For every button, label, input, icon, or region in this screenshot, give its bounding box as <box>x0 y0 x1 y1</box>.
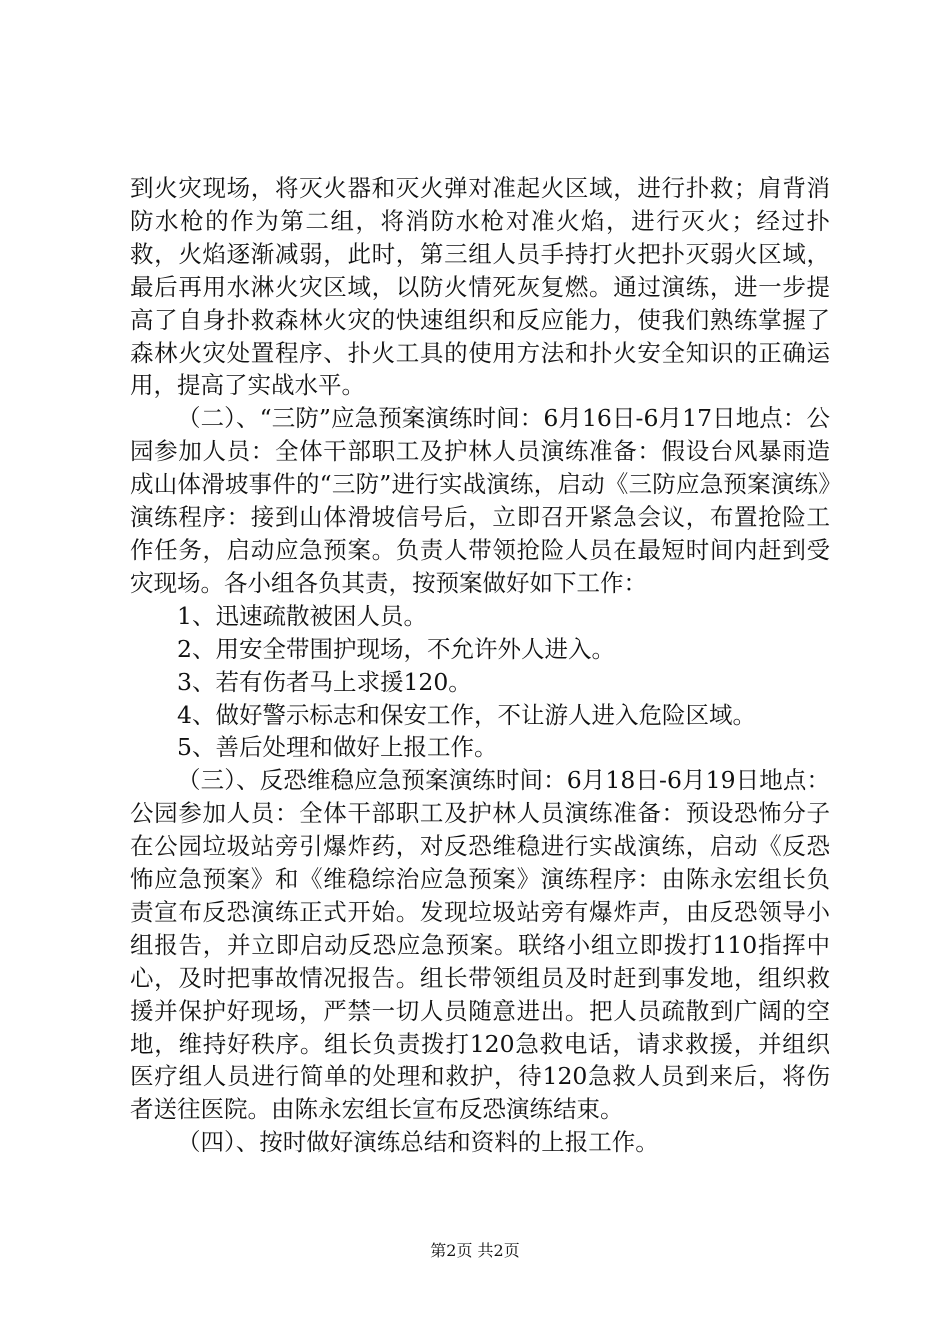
paragraph-summary-report: （四）、按时做好演练总结和资料的上报工作。 <box>177 1128 659 1157</box>
list-item: 1、迅速疏散被困人员。 <box>177 601 427 630</box>
list-item: 2、用安全带围护现场，不允许外人进入。 <box>177 634 615 663</box>
page-number: 第2页 共2页 <box>430 1241 520 1260</box>
list-item: 4、做好警示标志和保安工作，不让游人进入危险区域。 <box>177 700 756 729</box>
document-body <box>130 172 830 1159</box>
list-item: 5、善后处理和做好上报工作。 <box>177 733 498 762</box>
list-item: 3、若有伤者马上求援120。 <box>177 667 472 696</box>
paragraph-anti-terror-drill: （三）、反恐维稳应急预案演练时间：6月18日-6月19日地点：公园参加人员：全体干部职工及护林人员演练准备：预设恐怖分子在公园垃圾站旁引爆炸药，对反恐维稳进行实战演练，启动《反恐怖应急预案》和《维稳综治应急预案》演练程序：由陈永宏组长负责宣布反恐演练正式开始。发现垃圾站旁有爆炸声，由反恐领导小组报告，并立即启动反恐应急预案。联络小组立即拨打110指挥中心，及时把事故情况报告。组长带领组员及时赶到事发地，组织救援并保护好现场，严禁一切人员随意进出。把人员疏散到广阔的空地，维持好秩序。组长负责拨打120急救电话，请求救援，并组织医疗组人员进行简单的处理和救护，待120急救人员到来后，将伤者送往医院。由陈永宏组长宣布反恐演练结束。 <box>130 766 830 1124</box>
paragraph-fire-drill-result: 到火灾现场，将灭火器和灭火弹对准起火区域，进行扑救；肩背消防水枪的作为第二组，将消防水枪对准火焰，进行灭火；经过扑救，火焰逐渐减弱，此时，第三组人员手持打火把扑灭弱火区域，最后再用水淋火灾区域，以防火情死灰复燃。通过演练，进一步提高了自身扑救森林火灾的快速组织和反应能力，使我们熟练掌握了森林火灾处置程序、扑火工具的使用方法和扑火安全知识的正确运用，提高了实战水平。 <box>130 174 830 400</box>
paragraph-three-defense-drill: （二）、“三防”应急预案演练时间：6月16日-6月17日地点：公园参加人员：全体干部职工及护林人员演练准备：假设台风暴雨造成山体滑坡事件的“三防”进行实战演练，启动《三防应急预案演练》演练程序：接到山体滑坡信号后，立即召开紧急会议，布置抢险工作任务，启动应急预案。负责人带领抢险人员在最短时间内赶到受灾现场。各小组各负其责，按预案做好如下工作： <box>130 404 830 597</box>
